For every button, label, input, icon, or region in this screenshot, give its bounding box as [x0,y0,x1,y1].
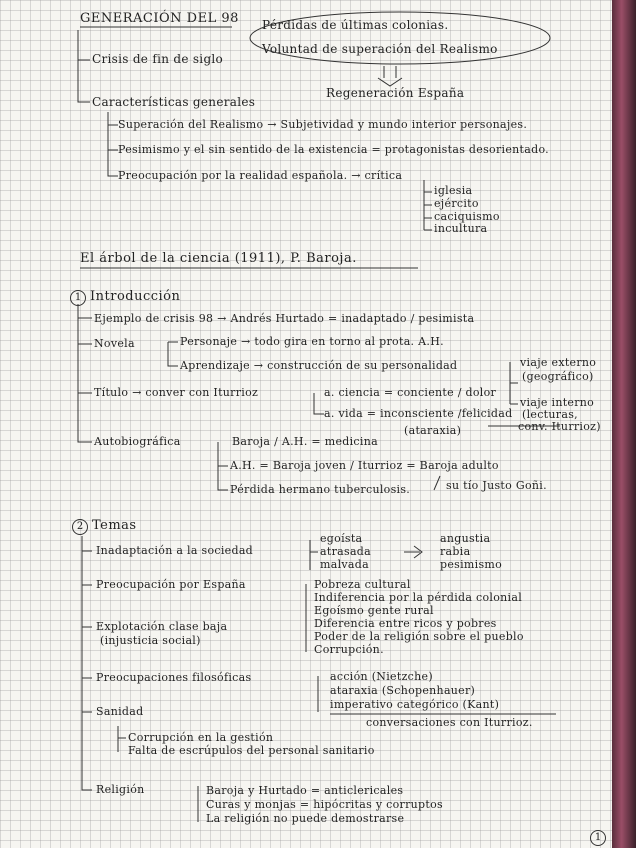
background-edge [612,0,636,848]
auto-c: Pérdida hermano tuberculosis. [230,483,411,496]
sanidad-label: Sanidad [96,705,144,718]
religion-item: La religión no puede demostrarse [206,812,405,825]
auto-b: A.H. = Baroja joven / Iturrioz = Baroja adulto [230,459,499,472]
crisis-label: Crisis de fin de siglo [92,52,224,66]
preoc-item: Indiferencia por la pérdida colonial [314,591,523,604]
inadap-item: atrasada [320,545,371,558]
preoc-item: Egoísmo gente rural [314,604,434,617]
inadap-item: egoísta [320,532,363,545]
titulo-b: a. vida = inconsciente /felicidad [324,407,513,420]
page-number: 1 [590,830,606,846]
critica-item: iglesia [434,184,473,197]
regeneracion-text: Regeneración España [326,86,465,100]
explot-label: Explotación clase baja [96,620,228,633]
filo-item: imperativo categórico (Kant) [330,698,500,711]
temas-heading: Temas [92,518,137,533]
lecturas: (lecturas, [522,408,578,421]
section-title: GENERACIÓN DEL 98 [80,11,239,26]
religion-label: Religión [96,783,145,796]
sanidad-item: Falta de escrúpulos del personal sanitario [128,744,375,757]
voluntad-text: Voluntad de superación del Realismo [262,42,498,56]
auto-label: Autobiográfica [94,435,181,448]
book-title: El árbol de la ciencia (1911), P. Baroja. [80,251,357,266]
filo-conversaciones: conversaciones con Iturrioz. [366,716,533,729]
preoc-item: Pobreza cultural [314,578,411,591]
ataraxia: (ataraxia) [404,424,462,437]
preoc-item: Diferencia entre ricos y pobres [314,617,497,630]
viaje-externo: viaje externo [520,356,597,369]
filo-item: ataraxia (Schopenhauer) [330,684,476,697]
intro-heading: Introducción [90,289,181,304]
preoc-label: Preocupación por España [96,578,246,591]
sanidad-item: Corrupción en la gestión [128,731,274,744]
filo-item: acción (Nietzche) [330,670,433,683]
auto-d: su tío Justo Goñi. [446,479,547,492]
caracteristicas-label: Características generales [92,95,256,109]
inadap-result: angustia [440,532,491,545]
caracteristica-3: Preocupación por la realidad española. → crítica [118,169,403,182]
inadap-item: malvada [320,558,369,571]
preoc-item: Poder de la religión sobre el pueblo [314,630,524,643]
novela-b: Aprendizaje → construcción de su personalidad [180,359,458,372]
filo-label: Preocupaciones filosóficas [96,671,252,684]
perdidas-text: Pérdidas de últimas colonias. [262,18,449,32]
critica-item: incultura [434,222,488,235]
geografico: (geográfico) [522,370,594,383]
inadap-label: Inadaptación a la sociedad [96,544,254,557]
explot-sub: (injusticia social) [100,634,201,647]
caracteristica-2: Pesimismo y el sin sentido de la existencia = protagonistas desorientado. [118,143,549,156]
auto-a: Baroja / A.H. = medicina [232,435,378,448]
novela-a: Personaje → todo gira en torno al prota. A.H. [180,335,444,348]
viaje-interno: viaje interno [520,396,595,409]
titulo-label: Título → conver con Iturrioz [94,386,259,399]
caracteristica-1: Superación del Realismo → Subjetividad y mundo interior personajes. [118,118,528,131]
conv-iturrioz: conv. Iturrioz) [518,420,601,433]
inadap-result: rabia [440,545,471,558]
religion-item: Curas y monjas = hipócritas y corruptos [206,798,443,811]
critica-item: ejército [434,197,479,210]
section-number: 2 [72,519,88,535]
inadap-result: pesimismo [440,558,503,571]
section-number: 1 [70,290,86,306]
intro-ejemplo: Ejemplo de crisis 98 → Andrés Hurtado = inadaptado / pesimista [94,312,475,325]
religion-item: Baroja y Hurtado = anticlericales [206,784,404,797]
novela-label: Novela [94,337,135,350]
preoc-item: Corrupción. [314,643,384,656]
titulo-a: a. ciencia = conciente / dolor [324,386,497,399]
critica-item: caciquismo [434,210,500,223]
